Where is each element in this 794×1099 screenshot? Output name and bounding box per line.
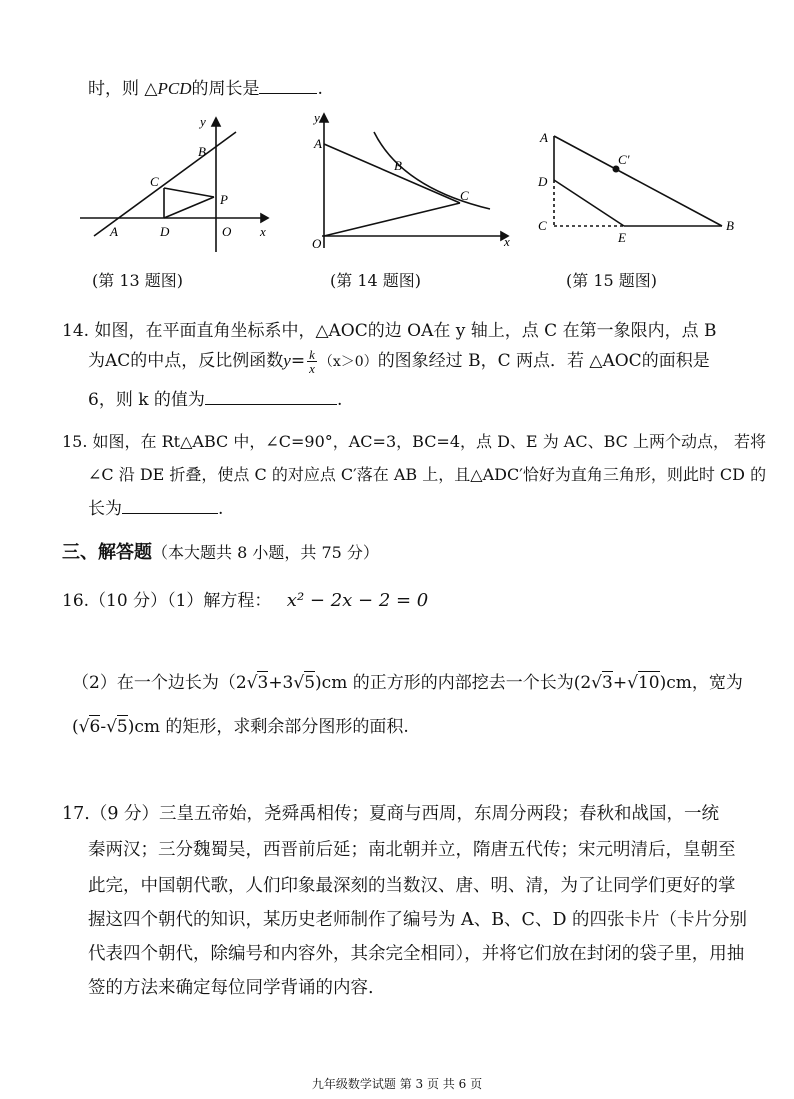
fig13-label-x: x [260,224,266,239]
q15-line1: 15. 如图，在 Rt△ABC 中，∠C=90°，AC=3，BC=4，点 D、E 为 AC、BC 上两个动点， 若将 [62,432,767,451]
fig15-label-b: B [726,218,734,233]
fig14-label-o: O [312,236,322,250]
fig13-caption: (第 13 题图) [92,271,184,290]
fig13-label-p: P [220,192,228,207]
fig14-label-x: x [504,234,510,249]
q17-line1: 17.（9 分）三皇五帝始，尧舜禹相传；夏商与西周，东周分两段；春秋和战国，一统 [62,804,720,824]
q16-equation: x² − 2x − 2 = 0 [286,590,429,611]
fig15-label-c: C [538,218,547,233]
q17-line6: 签的方法来确定每位同学背诵的内容. [88,978,374,998]
fig14-caption: (第 14 题图) [330,271,422,290]
q15-line2: ∠C 沿 DE 折叠，使点 C 的对应点 C′落在 AB 上，且△ADC′恰好为直角三角形，则此时 CD 的 [88,465,767,484]
q15-answer-blank[interactable] [122,498,218,514]
q13-answer-blank[interactable] [259,78,317,94]
figure-13 [80,112,280,252]
q15-line3: 长为 . [88,499,224,519]
fig13-label-d: D [160,224,170,239]
fig13-segment-cp [164,188,214,197]
q13-tail: 时，则 △PCD的周长是 . [88,79,323,99]
q13-var: PCD [157,79,192,98]
fig15-segment-ab [554,136,722,226]
fig13-label-c: C [150,174,159,189]
q16-part2-line1: （2）在一个边长为（2√3+3√5)cm 的正方形的内部挖去一个长为(2√3+√10)cm，宽为 [72,673,743,693]
fig13-line-ab [94,132,236,236]
fig14-segment-oc [324,203,460,236]
fig14-hyperbola [374,132,490,209]
q16-part2-line2: (√6-√5)cm 的矩形，求剩余部分图形的面积. [72,717,409,737]
fig13-y-arrow [212,118,220,126]
q17-line5: 代表四个朝代，除编号和内容外，其余完全相同），并将它们放在封闭的袋子里，用抽 [88,944,745,964]
fig15-caption: (第 15 题图) [566,271,658,290]
fig15-label-a: A [540,130,548,145]
fig13-label-y: y [200,114,206,129]
q14-line3: 6，则 k 的值为 . [88,390,343,410]
fig13-label-o: O [222,224,232,239]
fig15-label-e: E [618,230,626,244]
fig14-label-y: y [314,110,320,125]
fig13-x-arrow [261,214,268,222]
section-3-heading: 三、解答题（本大题共 8 小题，共 75 分） [62,542,379,563]
fig13-label-b: B [198,144,206,159]
q14-answer-blank[interactable] [205,389,337,405]
q17-line4: 握这四个朝代的知识，某历史老师制作了编号为 A、B、C、D 的四张卡片（卡片分别 [88,910,748,930]
fig13-segment-dp [164,197,214,218]
page-footer: 九年级数学试题 第 3 页 共 6 页 [311,1077,483,1091]
figure-15 [530,124,750,244]
figure-14 [312,108,517,250]
fig13-label-a: A [110,224,118,239]
q16-part1: 16.（10 分）（1）解方程： x² − 2x − 2 = 0 [62,590,429,611]
fig15-segment-de [554,180,624,226]
fig15-label-cprime: C' [618,152,630,167]
q14-line2: 为AC的中点，反比例函数y= $\frac{k}{x}$ （x＞0）的图象经过 B，C 两点．若 △AOC的面积是 [88,347,710,376]
q14-line1: 14. 如图，在平面直角坐标系中，△AOC的边 OA在 y 轴上，点 C 在第一象限内，点 B [62,321,717,341]
fig14-label-c: C [460,188,469,203]
q17-line3: 此完，中国朝代歌，人们印象最深刻的当数汉、唐、明、清，为了让同学们更好的掌 [88,876,736,896]
fig14-y-arrow [320,114,328,122]
q14-fraction: $\frac{k}{x}$ [309,347,315,376]
fig14-label-a: A [314,136,322,151]
fig15-label-d: D [538,174,548,189]
fig14-label-b: B [394,158,402,173]
fig14-segment-ac [324,144,460,203]
q17-line2: 秦两汉；三分魏蜀吴，西晋前后延；南北朝并立，隋唐五代传；宋元明清后，皇朝至 [88,840,736,860]
